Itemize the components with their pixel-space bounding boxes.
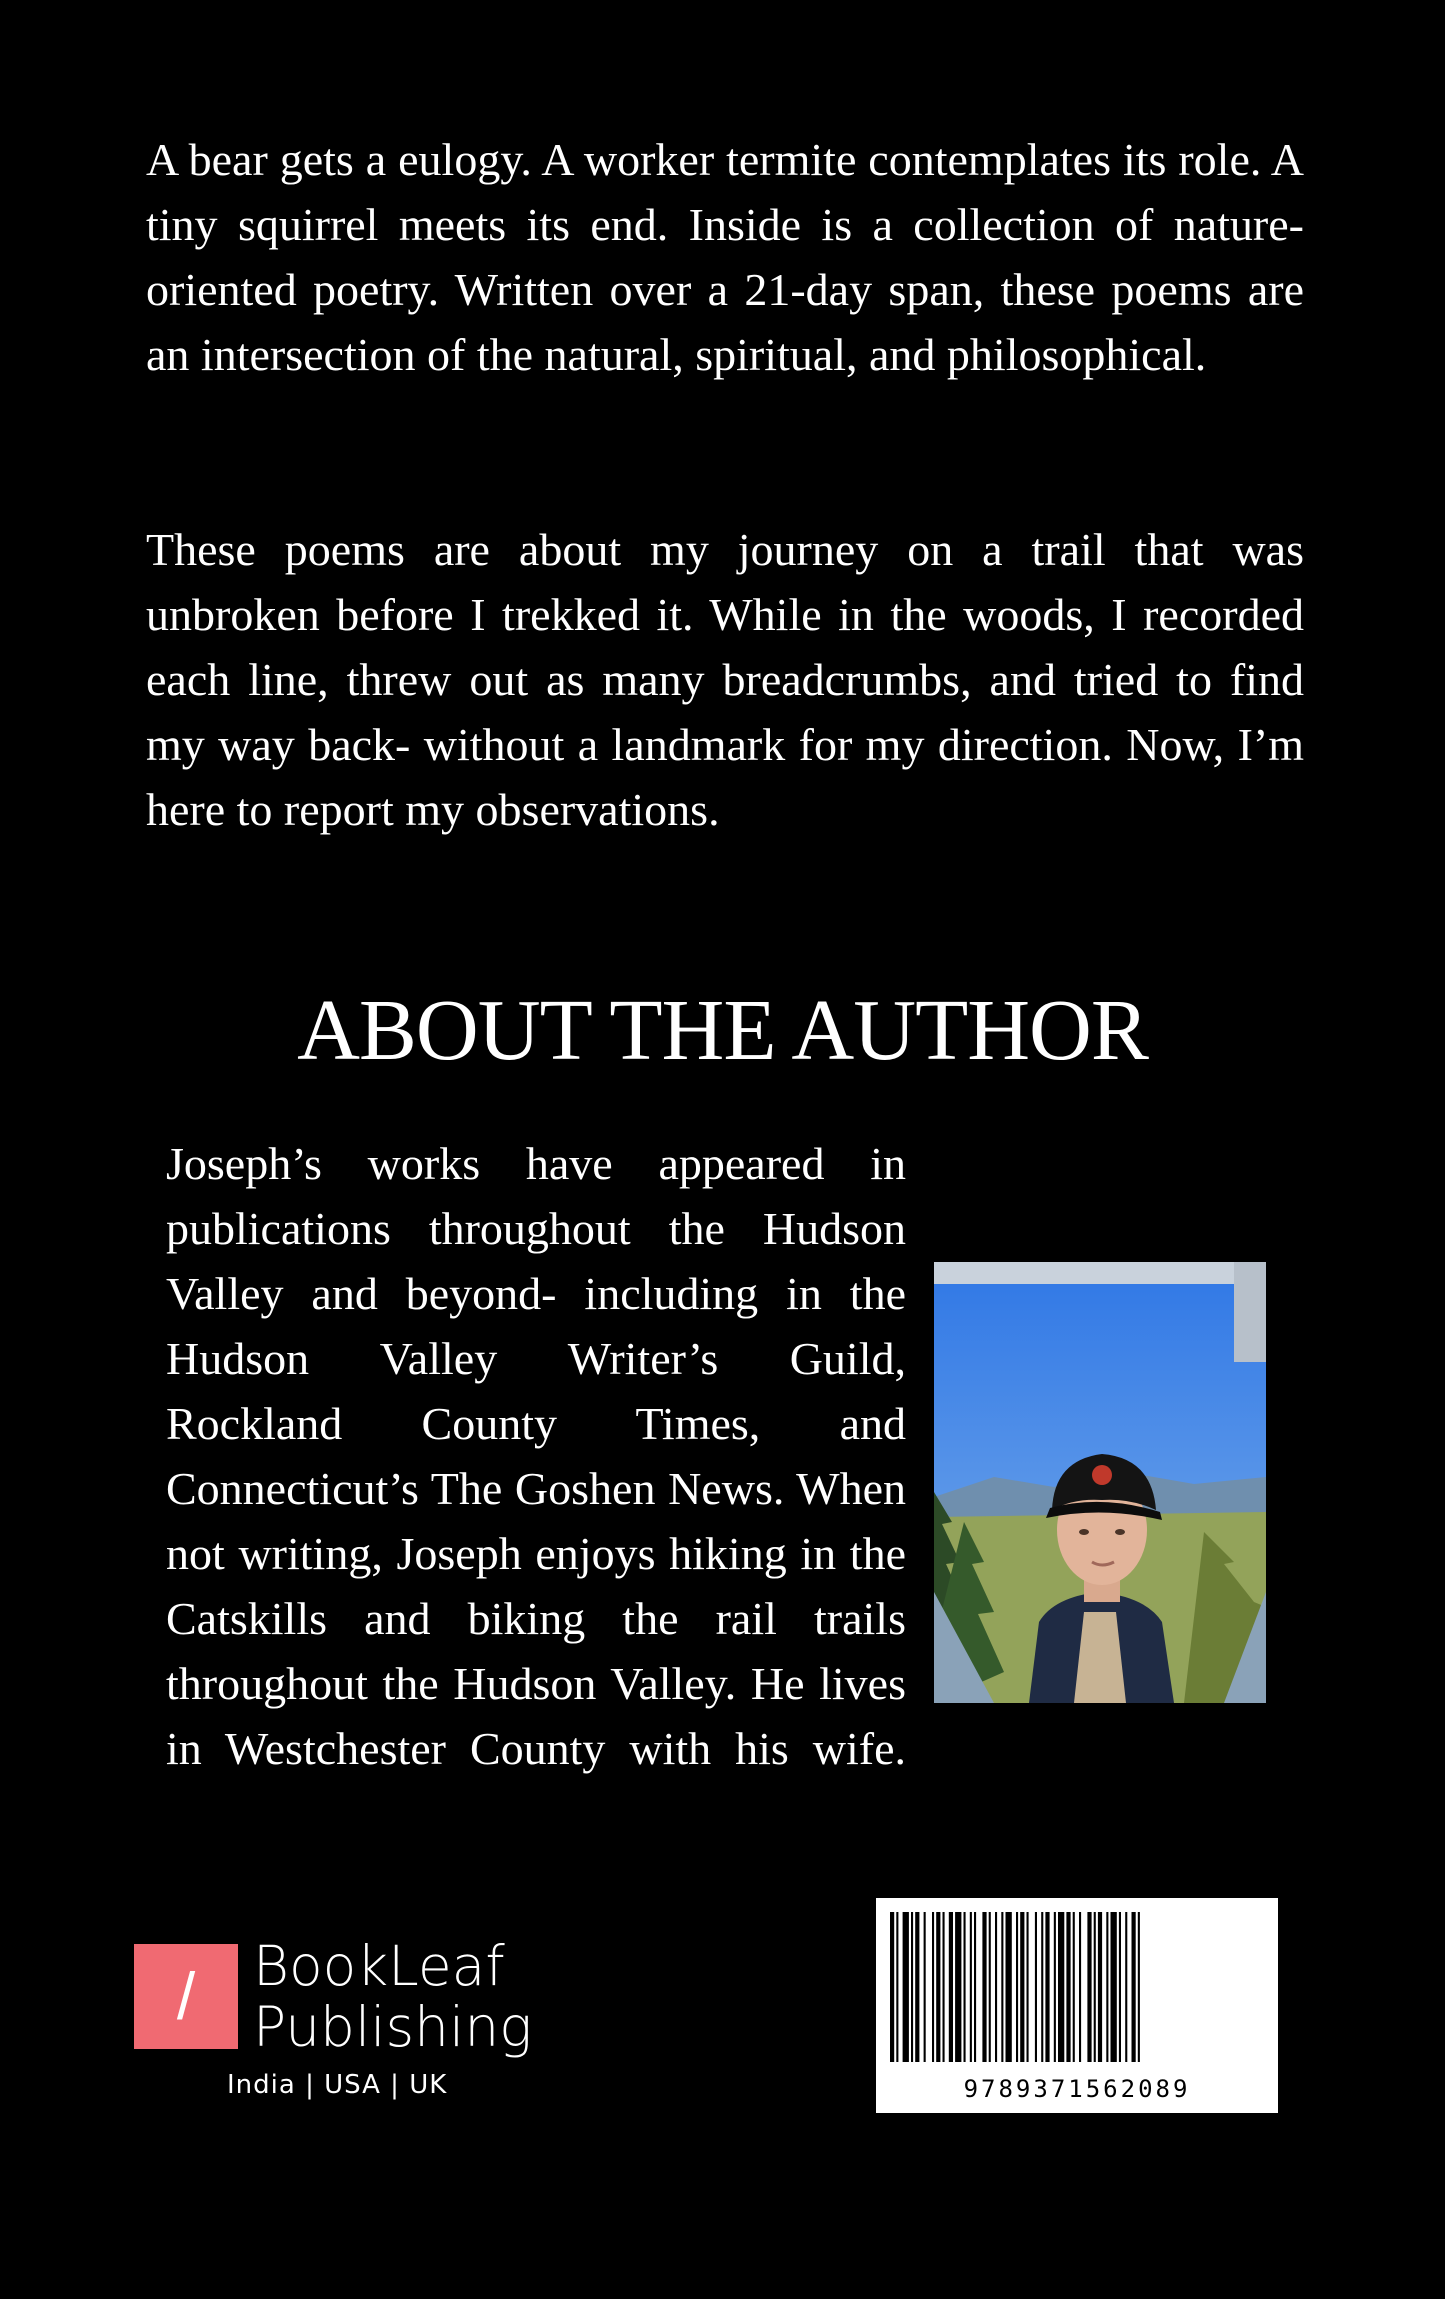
isbn-number: 9789371562089 xyxy=(963,2075,1191,2103)
publisher-logo-mark xyxy=(134,1944,238,2049)
publisher-name xyxy=(253,1936,532,2058)
author-bio: Joseph’s works have appeared in publications throughout the Hudson Valley and beyond- including in the Hudson Valley Writer’s Guild, Rockland County Times, and Connecticut’s The Goshen News. When not writing, Joseph enjoys hiking in the Catskills and biking the rail trails throughout the Hudson Valley. He lives in Westchester County with his wife. xyxy=(166,1138,906,1774)
blurb-paragraph-2: These poems are about my journey on a trail that was unbroken before I trekked it. While in the woods, I recorded each line, threw out as many breadcrumbs, and tried to find my way back- without a landmark for my direction. Now, I’m here to report my observations. xyxy=(146,524,1304,835)
publisher-name-line-2: Publishing xyxy=(253,1995,533,2059)
blurb-paragraph-1: A bear gets a eulogy. A worker termite contemplates its role. A tiny squirrel meets its end. Inside is a collection of nature-oriented poetry. Written over a 21-day span, these poems are an intersection of the natural, spiritual, and philosophical. xyxy=(146,134,1304,380)
about-heading: ABOUT THE AUTHOR xyxy=(297,981,1148,1078)
publisher-name-line-1: BookLeaf xyxy=(253,1934,505,1998)
author-photo xyxy=(934,1262,1266,1703)
publisher-regions: India | USA | UK xyxy=(227,2070,448,2100)
isbn-barcode xyxy=(876,1898,1278,2113)
slash-icon: / xyxy=(176,1959,196,2033)
